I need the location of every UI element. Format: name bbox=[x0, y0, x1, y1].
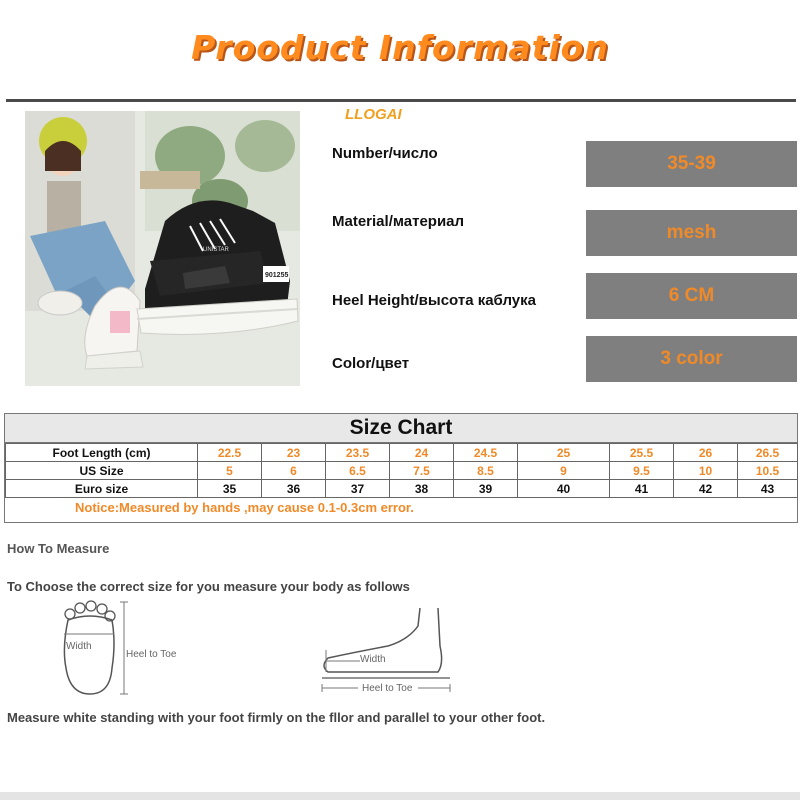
info-value-material: mesh bbox=[586, 210, 797, 256]
how-to-measure-heading: How To Measure bbox=[7, 541, 110, 556]
width-label: Width bbox=[66, 641, 92, 652]
info-value-color: 3 color bbox=[586, 336, 797, 382]
table-cell: 10 bbox=[674, 462, 738, 480]
measure-instruction: To Choose the correct size for you measure your body as follows bbox=[7, 579, 410, 594]
table-cell: 6.5 bbox=[326, 462, 390, 480]
table-cell: 5 bbox=[198, 462, 262, 480]
brand-logo: LLOGAI bbox=[345, 106, 402, 123]
side-heel-to-toe-label: Heel to Toe bbox=[362, 683, 413, 694]
title-divider bbox=[6, 99, 796, 102]
table-row bbox=[6, 480, 798, 498]
info-label-color: Color/цвет bbox=[332, 355, 410, 372]
row-label-euro-size: Euro size bbox=[6, 480, 198, 498]
info-label-heel-height: Heel Height/высота каблука bbox=[332, 292, 536, 309]
foot-top-view-diagram bbox=[40, 598, 200, 700]
table-cell: 24 bbox=[390, 444, 454, 462]
table-row bbox=[6, 462, 798, 480]
info-value-number: 35-39 bbox=[586, 141, 797, 187]
table-row bbox=[6, 444, 798, 462]
table-cell: 38 bbox=[390, 480, 454, 498]
bottom-bar bbox=[0, 792, 800, 800]
shoe-sku-text: 901255 bbox=[265, 272, 289, 279]
page-title: Prooduct Information bbox=[191, 28, 609, 67]
product-photo bbox=[25, 111, 300, 386]
measurement-notice: Notice:Measured by hands ,may cause 0.1-0.3cm error. bbox=[75, 500, 414, 515]
size-chart-title: Size Chart bbox=[5, 414, 797, 443]
info-value-heel-height: 6 CM bbox=[586, 273, 797, 319]
table-cell: 26.5 bbox=[738, 444, 798, 462]
table-cell: 8.5 bbox=[454, 462, 518, 480]
table-cell: 35 bbox=[198, 480, 262, 498]
table-cell: 6 bbox=[262, 462, 326, 480]
measure-note: Measure white standing with your foot firmly on the fllor and parallel to your other foot. bbox=[7, 710, 546, 725]
side-width-label: Width bbox=[360, 654, 386, 665]
row-label-us-size: US Size bbox=[6, 462, 198, 480]
table-cell: 36 bbox=[262, 480, 326, 498]
table-cell: 23 bbox=[262, 444, 326, 462]
table-cell: 25.5 bbox=[610, 444, 674, 462]
shoe-brand-text: UNISTAR bbox=[203, 247, 229, 253]
table-cell: 22.5 bbox=[198, 444, 262, 462]
table-cell: 10.5 bbox=[738, 462, 798, 480]
size-table bbox=[5, 443, 798, 498]
table-cell: 24.5 bbox=[454, 444, 518, 462]
table-cell: 43 bbox=[738, 480, 798, 498]
product-photo-illustration bbox=[25, 111, 300, 386]
table-cell: 23.5 bbox=[326, 444, 390, 462]
info-label-number: Number/число bbox=[332, 145, 438, 162]
info-label-material: Material/материал bbox=[332, 213, 465, 230]
row-label-foot-length: Foot Length (cm) bbox=[6, 444, 198, 462]
table-cell: 39 bbox=[454, 480, 518, 498]
table-cell: 26 bbox=[674, 444, 738, 462]
heel-to-toe-label: Heel to Toe bbox=[126, 649, 177, 660]
foot-side-view-diagram bbox=[316, 606, 466, 694]
table-cell: 25 bbox=[518, 444, 610, 462]
table-cell: 9.5 bbox=[610, 462, 674, 480]
table-cell: 40 bbox=[518, 480, 610, 498]
table-cell: 37 bbox=[326, 480, 390, 498]
table-cell: 41 bbox=[610, 480, 674, 498]
size-chart bbox=[4, 413, 798, 523]
table-cell: 7.5 bbox=[390, 462, 454, 480]
table-cell: 9 bbox=[518, 462, 610, 480]
table-cell: 42 bbox=[674, 480, 738, 498]
